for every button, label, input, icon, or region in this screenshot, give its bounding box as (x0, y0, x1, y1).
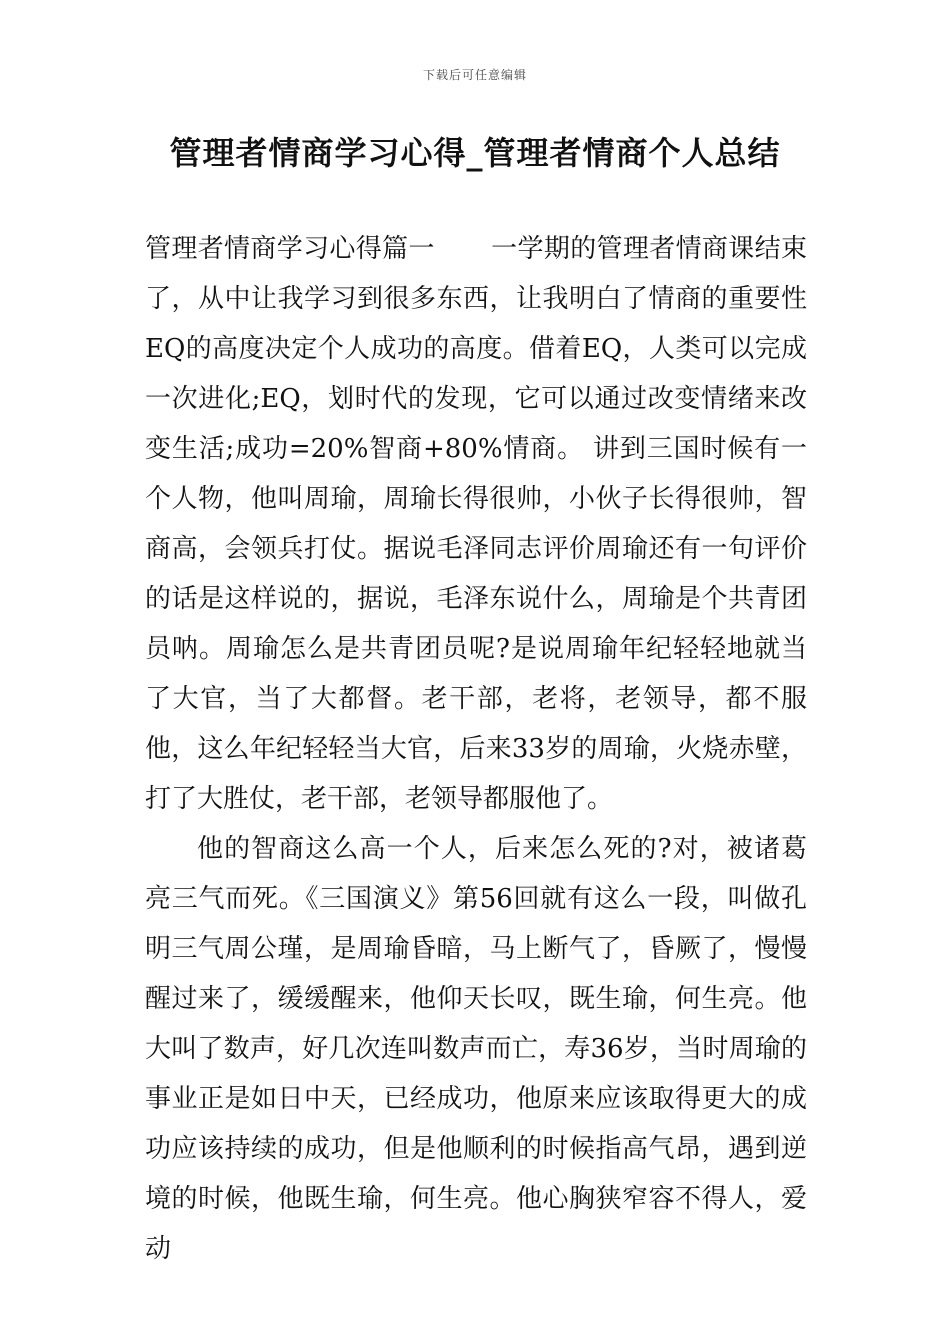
header-note: 下载后可任意编辑 (422, 68, 527, 82)
document-title: 管理者情商学习心得_管理者情商个人总结 (169, 134, 781, 172)
paragraph-1-text: 一学期的管理者情商课结束了，从中让我学习到很多东西，让我明白了情商的重要性EQ的高度决定个人成功的高度。借着EQ，人类可以完成一次进化;EQ，划时代的发现，它可以通过改变情绪来改变生活;成功=20%智商+80%情商。 讲到三国时候有一个人物，他叫周瑜，周瑜长得很帅，小伙子长得很帅，智商高，会领兵打仗。据说毛泽同志评价周瑜还有一句评价的话是这样说的，据说，毛泽东说什么，周瑜是个共青团员呐。周瑜怎么是共青团员呢?是说周瑜年纪轻轻地就当了大官，当了大都督。老干部，老将，老领导，都不服他，这么年纪轻轻当大官，后来33岁的周瑜，火烧赤壁，打了大胜仗，老干部，老领导都服他了。 (145, 234, 807, 814)
document-body (145, 224, 807, 1274)
paragraph-2: 他的智商这么高一个人，后来怎么死的?对，被诸葛亮三气而死。《三国演义》第56回就有这么一段，叫做孔明三气周公瑾，是周瑜昏暗，马上断气了，昏厥了，慢慢醒过来了，缓缓醒来，他仰天长叹，既生瑜，何生亮。他大叫了数声，好几次连叫数声而亡，寿36岁，当时周瑜的事业正是如日中天，已经成功，他原来应该取得更大的成功应该持续的成功，但是他顺利的时候指高气昂，遇到逆境的时候，他既生瑜，何生亮。他心胸狭窄容不得人，爱动 (145, 834, 807, 1264)
paragraph-1 (145, 224, 807, 824)
section-heading: 管理者情商学习心得篇一 (145, 234, 435, 264)
